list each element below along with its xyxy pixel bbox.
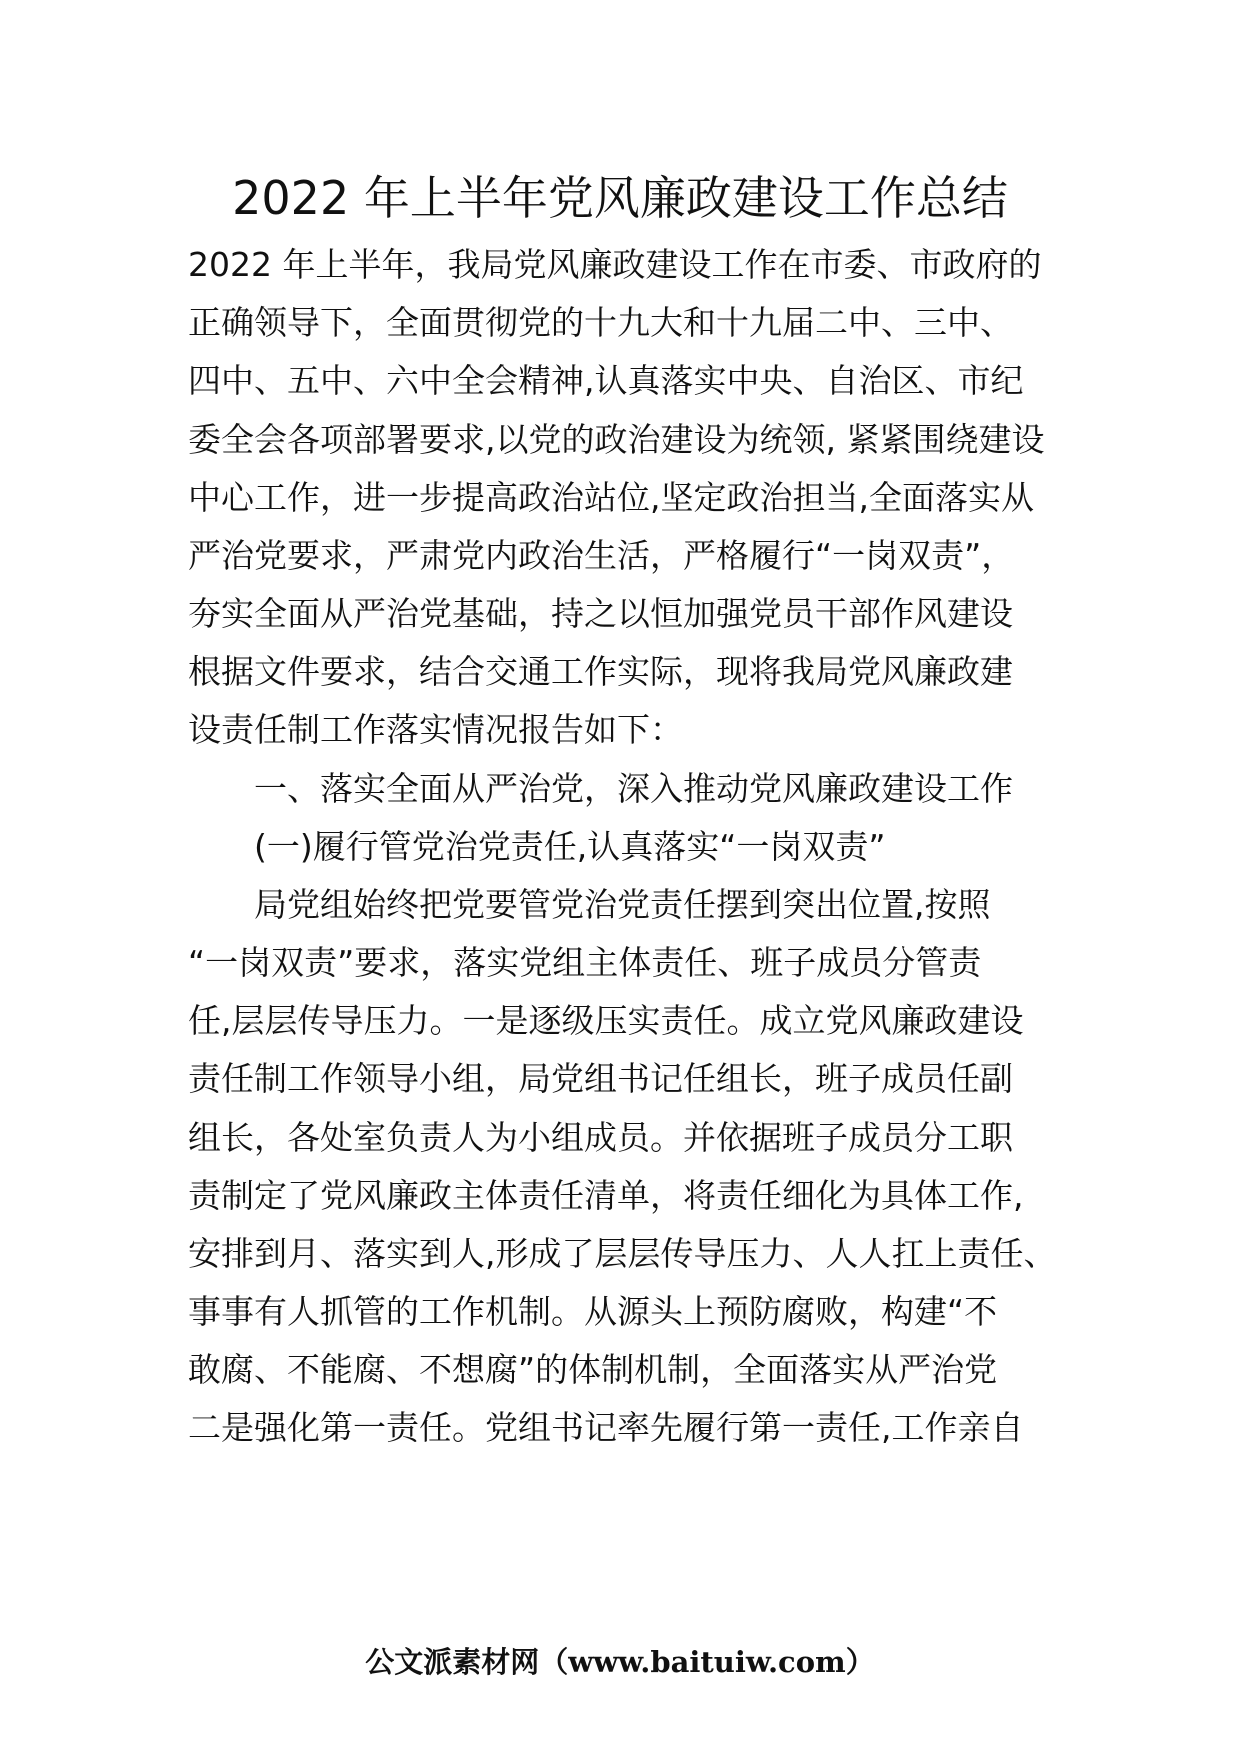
paragraph-line: 责制定了党风廉政主体责任清单，将责任细化为具体工作, <box>188 1176 1024 1215</box>
paragraph-line: 任,层层传导压力。一是逐级压实责任。成立党风廉政建设 <box>188 1001 1024 1040</box>
section-heading: 一、落实全面从严治党，深入推动党风廉政建设工作 <box>254 769 1013 808</box>
paragraph-line: 设责任制工作落实情况报告如下： <box>188 710 683 749</box>
paragraph-line: “一岗双责”要求，落实党组主体责任、班子成员分管责 <box>188 943 982 982</box>
footer-source: 公文派素材网（www.baituiw.com） <box>365 1645 875 1679</box>
document-title: 2022 年上半年党风廉政建设工作总结 <box>232 171 1008 225</box>
paragraph-line: 组长，各处室负责人为小组成员。并依据班子成员分工职 <box>188 1118 1013 1157</box>
paragraph-line: 委全会各项部署要求,以党的政治建设为统领, 紧紧围绕建设 <box>188 420 1045 459</box>
paragraph-line: 局党组始终把党要管党治党责任摆到突出位置,按照 <box>254 885 991 924</box>
paragraph-line: 正确领导下，全面贯彻党的十九大和十九届二中、三中、 <box>188 303 1013 342</box>
paragraph-line: 严治党要求，严肃党内政治生活，严格履行“一岗双责”， <box>188 536 1015 575</box>
paragraph-line: 夯实全面从严治党基础，持之以恒加强党员干部作风建设 <box>188 594 1013 633</box>
paragraph-line: 安排到月、落实到人,形成了层层传导压力、人人扛上责任、 <box>188 1234 1057 1273</box>
paragraph-line: 责任制工作领导小组，局党组书记任组长，班子成员任副 <box>188 1059 1013 1098</box>
paragraph-line: 中心工作，进一步提高政治站位,坚定政治担当,全面落实从 <box>188 478 1034 517</box>
paragraph-line: 敢腐、不能腐、不想腐”的体制机制，全面落实从严治党 <box>188 1350 998 1389</box>
subsection-heading: (一)履行管党治党责任,认真落实“一岗双责” <box>254 827 886 866</box>
paragraph-line: 2022 年上半年，我局党风廉政建设工作在市委、市政府的 <box>188 245 1042 284</box>
paragraph-line: 四中、五中、六中全会精神,认真落实中央、自治区、市纪 <box>188 361 1024 400</box>
paragraph-line: 事事有人抓管的工作机制。从源头上预防腐败，构建“不 <box>188 1292 998 1331</box>
paragraph-line: 二是强化第一责任。党组书记率先履行第一责任,工作亲自 <box>188 1408 1024 1447</box>
paragraph-line: 根据文件要求，结合交通工作实际，现将我局党风廉政建 <box>188 652 1013 691</box>
